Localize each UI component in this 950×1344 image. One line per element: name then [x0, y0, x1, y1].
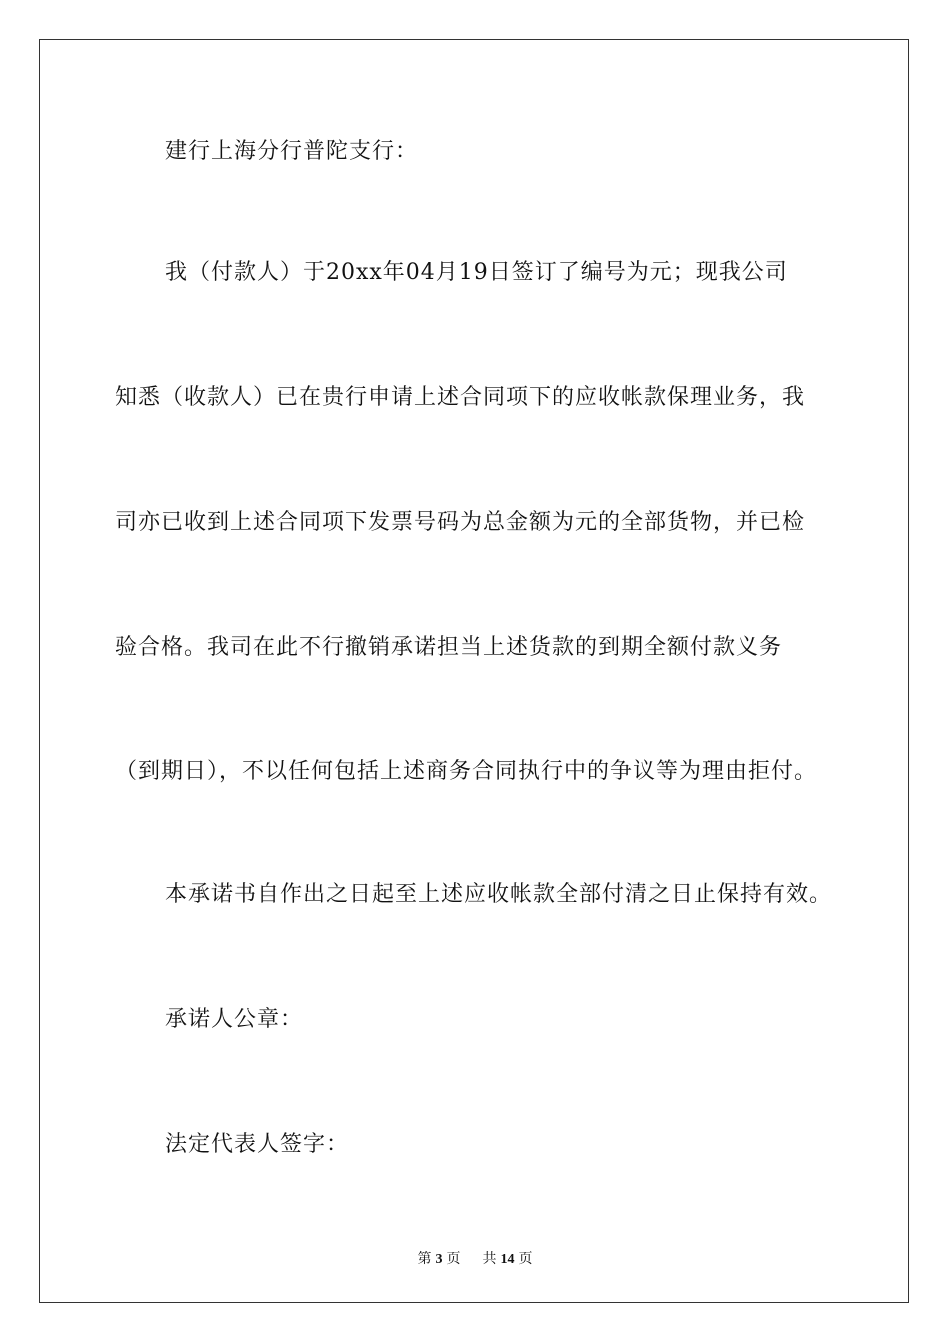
total-pages: 14 — [500, 1252, 515, 1267]
body-line-1: 我（付款人）于20xx年04月19日签订了编号为元；现我公司 — [165, 260, 788, 285]
body-line-2: 知悉（收款人）已在贵行申请上述合同项下的应收帐款保理业务，我 — [115, 385, 806, 410]
body-line-4: 验合格。我司在此不行撤销承诺担当上述货款的到期全额付款义务 — [115, 635, 783, 660]
page-number: 3 — [435, 1252, 443, 1267]
total-indicator — [481, 1252, 535, 1267]
page-prefix: 第 — [417, 1252, 432, 1267]
validity-statement: 本承诺书自作出之日起至上述应收帐款全部付清之日止保持有效。 — [165, 882, 833, 907]
page-footer — [0, 1248, 950, 1268]
total-suffix: 页 — [518, 1252, 533, 1267]
signature-label: 法定代表人签字： — [165, 1132, 350, 1157]
body-line-3: 司亦已收到上述合同项下发票号码为总金额为元的全部货物，并已检 — [115, 510, 806, 535]
body-line-5: （到期日），不以任何包括上述商务合同执行中的争议等为理由拒付。 — [115, 759, 818, 784]
total-prefix: 共 — [482, 1252, 497, 1267]
page-border — [39, 39, 909, 1303]
salutation: 建行上海分行普陀支行： — [165, 139, 419, 164]
seal-label: 承诺人公章： — [165, 1007, 304, 1032]
page-indicator — [416, 1252, 463, 1267]
page-suffix: 页 — [446, 1252, 461, 1267]
